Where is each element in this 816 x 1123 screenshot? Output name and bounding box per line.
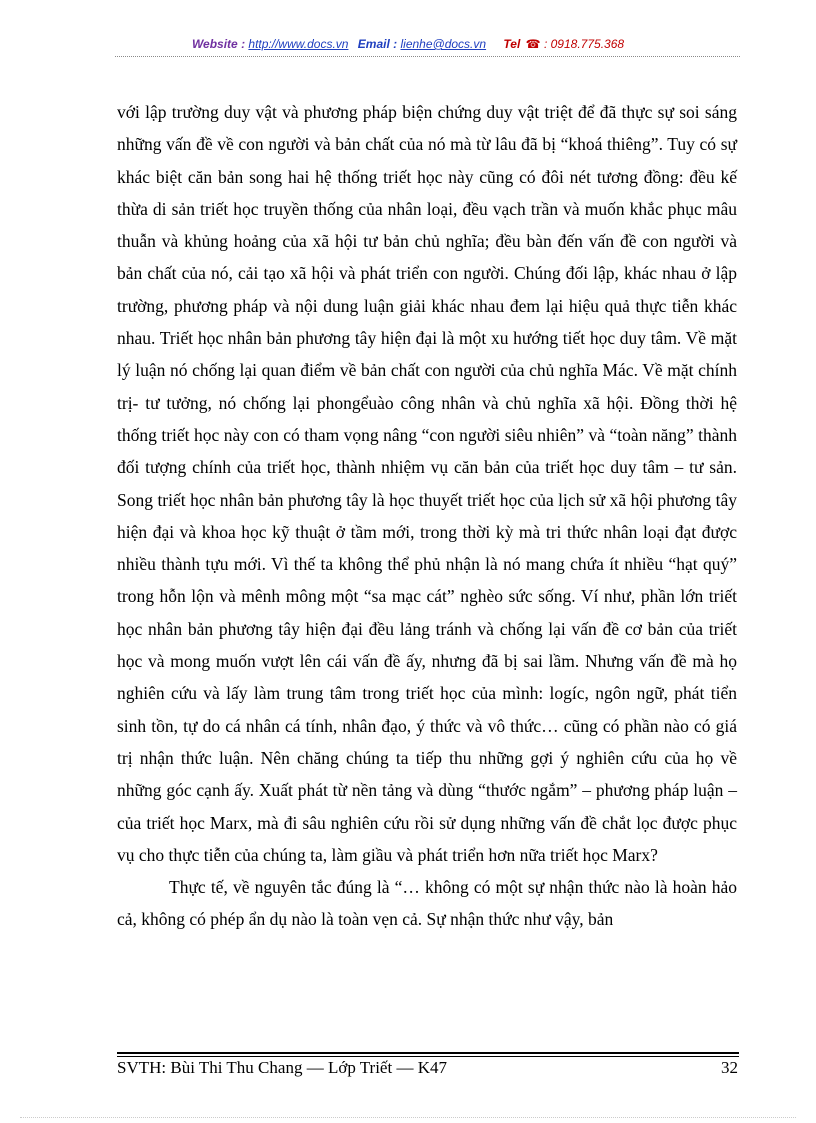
tel-label: Tel: [503, 37, 521, 51]
page-header: [0, 37, 816, 51]
page-body: [117, 96, 737, 936]
page-bottom-border: [20, 1117, 796, 1118]
body-paragraph-2: Thực tế, về nguyên tắc đúng là “… không có một sự nhận thức nào là hoàn hảo cả, không có phép ẩn dụ nào là toàn vẹn cả. Sự nhận thức như vậy, bản: [117, 877, 737, 930]
footer-divider-thick: [117, 1052, 739, 1054]
footer-divider-thin: [117, 1056, 739, 1057]
website-link[interactable]: http://www.docs.vn: [248, 37, 349, 51]
tel-number: : 0918.775.368: [543, 37, 625, 51]
phone-icon: ☎: [525, 37, 541, 51]
email-label: Email :: [357, 37, 398, 51]
body-paragraph-1: với lập trường duy vật và phương pháp biện chứng duy vật triệt để đã thực sự soi sáng những vấn đề về con người và bản chất của nó mà từ lâu đã bị “khoá thiêng”. Tuy có sự khác biệt căn bản song hai hệ thống triết học này cũng có đôi nét tương đồng: đều kế thừa di sản triết học truyền thống của nhân loại, đều vạch trần và muốn khắc phục mâu thuẫn và khủng hoảng của xã hội tư bản chủ nghĩa; đều bàn đến vấn đề con người và bản chất của nó, cải tạo xã hội và phát triển con người. Chúng đối lập, khác nhau ở lập trường, phương pháp và nội dung luận giải khác nhau đem lại hiệu quả thực tiễn khác nhau. Triết học nhân bản phương tây hiện đại là một xu hướng tiết học duy tâm. Về mặt lý luận nó chống lại quan điểm về bản chất con người của chủ nghĩa Mác. Về mặt chính trị- tư tưởng, nó chống lại phongểuào công nhân và chủ nghĩa xã hội. Đồng thời hệ thống triết học này con có tham vọng nâng “con người siêu nhiên” và “toàn năng” thành đối tượng chính của triết học, thành nhiệm vụ căn bản của triết học duy tâm – tư sản. Song triết học nhân bản phương tây là học thuyết triết học của lịch sử xã hội phương tây hiện đại và khoa học kỹ thuật ở tầm mới, trong thời kỳ mà tri thức nhân loại đạt được nhiều thành tựu mới. Vì thế ta không thể phủ nhận là nó mang chứa ít nhiều “hạt quý” trong hỗn lộn và mênh mông một “sa mạc cát” nghèo sức sống. Ví như, phần lớn triết học nhân bản phương tây hiện đại đều lảng tránh và chống lại vấn đề cơ bản của triết học và mong muốn vượt lên cái vấn đề ấy, nhưng đã bị sai lầm. Nhưng vấn đề mà họ nghiên cứu và lấy làm trung tâm trong triết học của mình: logíc, ngôn ngữ, phát tiển sinh tồn, tự do cá nhân cá tính, nhân đạo, ý thức và vô thức… cũng có phần nào có giá trị nhận thức luận. Nên chăng chúng ta tiếp thu những gợi ý nghiên cứu của họ về những góc cạnh ấy. Xuất phát từ nền tảng và dùng “thước ngắm” – phương pháp luận – của triết học Marx, mà đi sâu nghiên cứu rồi sử dụng những vấn đề chắt lọc được phục vụ cho thực tiễn của chúng ta, làm giầu và phát triển hơn nữa triết học Marx?: [117, 102, 737, 865]
page-number: 32: [721, 1058, 738, 1077]
email-link[interactable]: lienhe@docs.vn: [400, 37, 487, 51]
header-divider: [115, 56, 740, 57]
footer-author: SVTH: Bùi Thi Thu Chang — Lớp Triết — K47: [117, 1058, 447, 1077]
website-label: Website :: [191, 37, 246, 51]
